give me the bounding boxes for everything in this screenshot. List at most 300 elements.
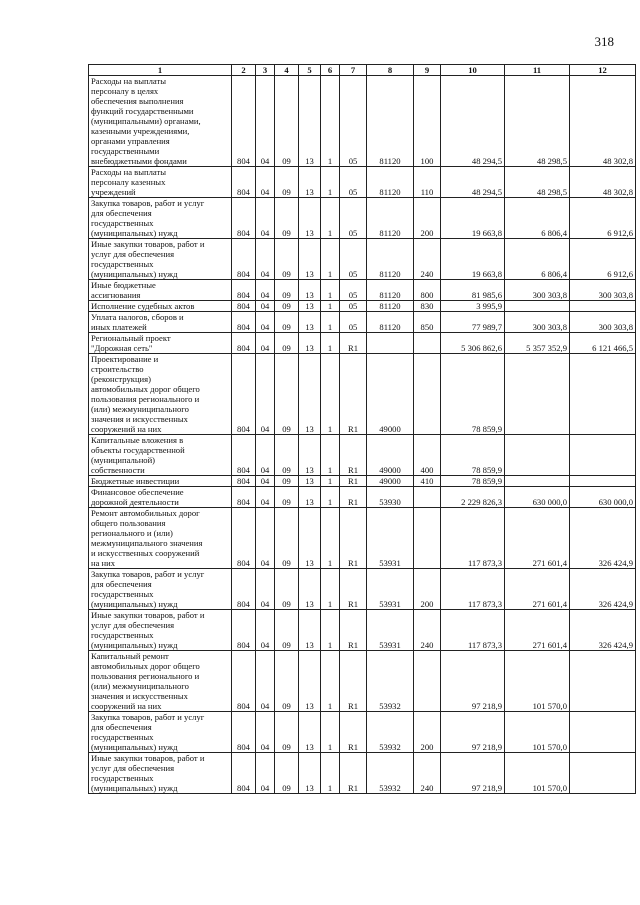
cell-col-8: 81120 (367, 198, 414, 239)
cell-col-10: 19 663,8 (441, 239, 505, 280)
row-name-line: обеспечения выполнения (91, 96, 184, 106)
cell-col-11: 300 303,8 (505, 312, 570, 333)
row-name-line: (муниципальных) нужд (91, 640, 178, 650)
cell-col-3: 04 (256, 610, 275, 651)
row-name-line: (или) межмуниципального (91, 404, 189, 414)
cell-col-6: 1 (321, 333, 340, 354)
cell-col-10: 117 873,3 (441, 569, 505, 610)
table-row (89, 569, 636, 610)
cell-col-8: 49000 (367, 354, 414, 435)
cell-col-9: 400 (414, 435, 441, 476)
cell-col-5: 13 (299, 198, 321, 239)
cell-col-10: 117 873,3 (441, 610, 505, 651)
column-header-1: 1 (89, 65, 232, 76)
cell-col-11: 48 298,5 (505, 167, 570, 198)
row-name (89, 198, 232, 239)
row-name-line: Закупка товаров, работ и услуг (91, 712, 205, 722)
row-name-line: межмуниципального значения (91, 538, 203, 548)
budget-table (88, 64, 636, 794)
row-name (89, 301, 232, 312)
cell-col-7: R1 (340, 651, 367, 712)
cell-col-9: 100 (414, 76, 441, 167)
cell-col-11 (505, 301, 570, 312)
row-name-line: (реконструкция) (91, 374, 151, 384)
cell-col-9 (414, 487, 441, 508)
row-name-line: общего пользования (91, 518, 166, 528)
cell-col-4: 09 (275, 712, 299, 753)
cell-col-4: 09 (275, 487, 299, 508)
cell-col-4: 09 (275, 651, 299, 712)
cell-col-2: 804 (232, 508, 256, 569)
row-name-line: автомобильных дорог общего (91, 661, 200, 671)
cell-col-4: 09 (275, 312, 299, 333)
row-name-line: (муниципальных) нужд (91, 269, 178, 279)
row-name (89, 167, 232, 198)
row-name (89, 487, 232, 508)
cell-col-2: 804 (232, 239, 256, 280)
row-name-line: сооружений на них (91, 424, 162, 434)
cell-col-5: 13 (299, 167, 321, 198)
cell-col-4: 09 (275, 435, 299, 476)
cell-col-12: 630 000,0 (570, 487, 636, 508)
table-row (89, 167, 636, 198)
cell-col-7: R1 (340, 610, 367, 651)
row-name (89, 76, 232, 167)
cell-col-5: 13 (299, 76, 321, 167)
cell-col-5: 13 (299, 569, 321, 610)
row-name-line: учреждений (91, 187, 136, 197)
cell-col-12: 326 424,9 (570, 569, 636, 610)
cell-col-8: 81120 (367, 312, 414, 333)
cell-col-3: 04 (256, 239, 275, 280)
table-row (89, 508, 636, 569)
cell-col-7: 05 (340, 167, 367, 198)
row-name-line: казенными учреждениями, (91, 126, 190, 136)
cell-col-11: 271 601,4 (505, 569, 570, 610)
row-name-line: функций государственными (91, 106, 194, 116)
cell-col-9 (414, 651, 441, 712)
table-row (89, 651, 636, 712)
row-name-line: Иные бюджетные (91, 280, 156, 290)
cell-col-10: 2 229 826,3 (441, 487, 505, 508)
cell-col-7: 05 (340, 280, 367, 301)
cell-col-9 (414, 354, 441, 435)
cell-col-3: 04 (256, 753, 275, 794)
cell-col-8: 49000 (367, 435, 414, 476)
row-name-line: Региональный проект (91, 333, 171, 343)
cell-col-12: 6 912,6 (570, 198, 636, 239)
cell-col-4: 09 (275, 301, 299, 312)
cell-col-6: 1 (321, 280, 340, 301)
cell-col-4: 09 (275, 239, 299, 280)
cell-col-7: 05 (340, 239, 367, 280)
table-row (89, 712, 636, 753)
table-row (89, 239, 636, 280)
cell-col-9 (414, 333, 441, 354)
column-header-9: 9 (414, 65, 441, 76)
table-row (89, 753, 636, 794)
cell-col-5: 13 (299, 301, 321, 312)
cell-col-6: 1 (321, 712, 340, 753)
cell-col-11: 300 303,8 (505, 280, 570, 301)
cell-col-3: 04 (256, 435, 275, 476)
row-name-line: государственных (91, 218, 154, 228)
row-name-line: Бюджетные инвестиции (91, 476, 180, 486)
cell-col-11: 271 601,4 (505, 508, 570, 569)
table-header-row (89, 65, 636, 76)
cell-col-4: 09 (275, 753, 299, 794)
cell-col-8: 53930 (367, 487, 414, 508)
cell-col-2: 804 (232, 167, 256, 198)
cell-col-2: 804 (232, 487, 256, 508)
cell-col-12: 326 424,9 (570, 508, 636, 569)
cell-col-3: 04 (256, 354, 275, 435)
cell-col-6: 1 (321, 354, 340, 435)
row-name-line: значения и искусственных (91, 691, 188, 701)
column-header-7: 7 (340, 65, 367, 76)
cell-col-2: 804 (232, 569, 256, 610)
cell-col-2: 804 (232, 753, 256, 794)
row-name-line: для обеспечения (91, 579, 152, 589)
cell-col-7: R1 (340, 354, 367, 435)
cell-col-8 (367, 333, 414, 354)
cell-col-6: 1 (321, 76, 340, 167)
row-name-line: регионального и (или) (91, 528, 173, 538)
cell-col-11: 5 357 352,9 (505, 333, 570, 354)
cell-col-12: 6 121 466,5 (570, 333, 636, 354)
table-row (89, 435, 636, 476)
cell-col-10: 48 294,5 (441, 76, 505, 167)
row-name-line: (или) межмуниципального (91, 681, 189, 691)
cell-col-9: 200 (414, 569, 441, 610)
cell-col-7: R1 (340, 435, 367, 476)
cell-col-11: 101 570,0 (505, 712, 570, 753)
row-name-line: пользования регионального и (91, 671, 200, 681)
cell-col-11: 101 570,0 (505, 651, 570, 712)
cell-col-8: 81120 (367, 239, 414, 280)
column-header-2: 2 (232, 65, 256, 76)
row-name-line: (муниципальных) нужд (91, 742, 178, 752)
page-number: 318 (594, 34, 614, 49)
cell-col-7: R1 (340, 487, 367, 508)
cell-col-7: R1 (340, 753, 367, 794)
cell-col-8: 53932 (367, 712, 414, 753)
cell-col-5: 13 (299, 610, 321, 651)
row-name-line: объекты государственной (91, 445, 185, 455)
row-name (89, 569, 232, 610)
cell-col-10: 19 663,8 (441, 198, 505, 239)
cell-col-10: 48 294,5 (441, 167, 505, 198)
cell-col-7: 05 (340, 198, 367, 239)
row-name-line: "Дорожная сеть" (91, 343, 153, 353)
row-name-line: Расходы на выплаты (91, 167, 167, 177)
cell-col-7: 05 (340, 301, 367, 312)
table-row (89, 312, 636, 333)
row-name (89, 651, 232, 712)
cell-col-11: 6 806,4 (505, 239, 570, 280)
cell-col-3: 04 (256, 312, 275, 333)
cell-col-8: 53931 (367, 610, 414, 651)
cell-col-7: R1 (340, 476, 367, 487)
table-row (89, 610, 636, 651)
row-name-line: (муниципальных) нужд (91, 783, 178, 793)
row-name (89, 239, 232, 280)
cell-col-6: 1 (321, 435, 340, 476)
row-name-line: услуг для обеспечения (91, 620, 175, 630)
cell-col-9: 240 (414, 753, 441, 794)
cell-col-8: 53932 (367, 753, 414, 794)
row-name-line: автомобильных дорог общего (91, 384, 200, 394)
cell-col-8: 81120 (367, 280, 414, 301)
row-name-line: (муниципальной) (91, 455, 156, 465)
cell-col-3: 04 (256, 333, 275, 354)
row-name (89, 753, 232, 794)
table-row (89, 487, 636, 508)
row-name-line: Иные закупки товаров, работ и (91, 753, 205, 763)
row-name-line: для обеспечения (91, 208, 152, 218)
cell-col-5: 13 (299, 651, 321, 712)
cell-col-9: 110 (414, 167, 441, 198)
cell-col-5: 13 (299, 239, 321, 280)
row-name-line: Иные закупки товаров, работ и (91, 610, 205, 620)
cell-col-5: 13 (299, 712, 321, 753)
row-name-line: Ремонт автомобильных дорог (91, 508, 200, 518)
table-row (89, 280, 636, 301)
cell-col-5: 13 (299, 753, 321, 794)
row-name (89, 435, 232, 476)
row-name-line: услуг для обеспечения (91, 249, 175, 259)
cell-col-10: 3 995,9 (441, 301, 505, 312)
row-name-line: государственных (91, 589, 154, 599)
cell-col-6: 1 (321, 301, 340, 312)
cell-col-4: 09 (275, 280, 299, 301)
cell-col-5: 13 (299, 435, 321, 476)
cell-col-10: 117 873,3 (441, 508, 505, 569)
cell-col-7: 05 (340, 312, 367, 333)
cell-col-12: 6 912,6 (570, 239, 636, 280)
row-name-line: (муниципальных) нужд (91, 228, 178, 238)
table-row (89, 198, 636, 239)
cell-col-4: 09 (275, 167, 299, 198)
cell-col-12 (570, 354, 636, 435)
row-name-line: сооружений на них (91, 701, 162, 711)
row-name-line: для обеспечения (91, 722, 152, 732)
cell-col-2: 804 (232, 712, 256, 753)
row-name-line: (муниципальных) нужд (91, 599, 178, 609)
cell-col-4: 09 (275, 198, 299, 239)
cell-col-3: 04 (256, 569, 275, 610)
cell-col-6: 1 (321, 487, 340, 508)
cell-col-2: 804 (232, 301, 256, 312)
cell-col-8: 53932 (367, 651, 414, 712)
cell-col-3: 04 (256, 76, 275, 167)
row-name (89, 610, 232, 651)
row-name-line: Капитальный ремонт (91, 651, 169, 661)
column-header-4: 4 (275, 65, 299, 76)
cell-col-5: 13 (299, 312, 321, 333)
cell-col-4: 09 (275, 508, 299, 569)
cell-col-12 (570, 301, 636, 312)
row-name-line: органами управления (91, 136, 170, 146)
row-name-line: и искусственных сооружений (91, 548, 200, 558)
table-row (89, 301, 636, 312)
row-name (89, 354, 232, 435)
row-name-line: значения и искусственных (91, 414, 188, 424)
row-name-line: Иные закупки товаров, работ и (91, 239, 205, 249)
cell-col-8: 81120 (367, 301, 414, 312)
cell-col-12 (570, 753, 636, 794)
cell-col-8: 81120 (367, 76, 414, 167)
cell-col-6: 1 (321, 569, 340, 610)
cell-col-3: 04 (256, 476, 275, 487)
row-name (89, 508, 232, 569)
cell-col-12 (570, 712, 636, 753)
row-name-line: Финансовое обеспечение (91, 487, 184, 497)
cell-col-8: 53931 (367, 569, 414, 610)
row-name-line: дорожной деятельности (91, 497, 179, 507)
cell-col-12: 326 424,9 (570, 610, 636, 651)
row-name-line: иных платежей (91, 322, 147, 332)
cell-col-12: 48 302,8 (570, 167, 636, 198)
cell-col-11: 6 806,4 (505, 198, 570, 239)
cell-col-6: 1 (321, 198, 340, 239)
row-name-line: собственности (91, 465, 145, 475)
cell-col-9: 410 (414, 476, 441, 487)
row-name-line: Расходы на выплаты (91, 76, 167, 86)
column-header-10: 10 (441, 65, 505, 76)
cell-col-5: 13 (299, 280, 321, 301)
row-name-line: Исполнение судебных актов (91, 301, 195, 311)
row-name-line: государственных (91, 630, 154, 640)
column-header-12: 12 (570, 65, 636, 76)
cell-col-3: 04 (256, 198, 275, 239)
cell-col-3: 04 (256, 167, 275, 198)
cell-col-4: 09 (275, 333, 299, 354)
cell-col-11: 630 000,0 (505, 487, 570, 508)
cell-col-3: 04 (256, 487, 275, 508)
row-name-line: на них (91, 558, 116, 568)
cell-col-7: R1 (340, 508, 367, 569)
cell-col-9: 850 (414, 312, 441, 333)
cell-col-3: 04 (256, 651, 275, 712)
cell-col-11 (505, 435, 570, 476)
row-name-line: государственными (91, 146, 160, 156)
cell-col-2: 804 (232, 476, 256, 487)
cell-col-2: 804 (232, 198, 256, 239)
cell-col-4: 09 (275, 354, 299, 435)
cell-col-12: 300 303,8 (570, 312, 636, 333)
cell-col-10: 5 306 862,6 (441, 333, 505, 354)
row-name-line: пользования регионального и (91, 394, 200, 404)
cell-col-12: 48 302,8 (570, 76, 636, 167)
column-header-5: 5 (299, 65, 321, 76)
cell-col-9: 240 (414, 239, 441, 280)
cell-col-6: 1 (321, 476, 340, 487)
cell-col-10: 97 218,9 (441, 712, 505, 753)
cell-col-9 (414, 508, 441, 569)
row-name-line: (муниципальными) органами, (91, 116, 201, 126)
cell-col-9: 830 (414, 301, 441, 312)
row-name-line: строительство (91, 364, 144, 374)
cell-col-6: 1 (321, 651, 340, 712)
cell-col-9: 200 (414, 712, 441, 753)
cell-col-3: 04 (256, 301, 275, 312)
row-name-line: Проектирование и (91, 354, 159, 364)
cell-col-12 (570, 435, 636, 476)
row-name (89, 280, 232, 301)
cell-col-2: 804 (232, 76, 256, 167)
cell-col-3: 04 (256, 280, 275, 301)
row-name (89, 712, 232, 753)
cell-col-12 (570, 651, 636, 712)
column-header-3: 3 (256, 65, 275, 76)
cell-col-7: R1 (340, 333, 367, 354)
cell-col-11: 271 601,4 (505, 610, 570, 651)
cell-col-10: 78 859,9 (441, 354, 505, 435)
cell-col-2: 804 (232, 610, 256, 651)
cell-col-2: 804 (232, 435, 256, 476)
cell-col-3: 04 (256, 508, 275, 569)
table-row (89, 76, 636, 167)
cell-col-7: R1 (340, 569, 367, 610)
cell-col-5: 13 (299, 354, 321, 435)
row-name-line: персоналу казенных (91, 177, 166, 187)
column-header-11: 11 (505, 65, 570, 76)
cell-col-9: 200 (414, 198, 441, 239)
row-name (89, 312, 232, 333)
cell-col-12: 300 303,8 (570, 280, 636, 301)
table-row (89, 476, 636, 487)
table-body (89, 76, 636, 794)
cell-col-2: 804 (232, 312, 256, 333)
cell-col-6: 1 (321, 239, 340, 280)
cell-col-10: 97 218,9 (441, 651, 505, 712)
row-name-line: внебюджетными фондами (91, 156, 187, 166)
cell-col-10: 78 859,9 (441, 435, 505, 476)
cell-col-6: 1 (321, 753, 340, 794)
cell-col-11: 48 298,5 (505, 76, 570, 167)
row-name-line: персоналу в целях (91, 86, 159, 96)
row-name-line: государственных (91, 259, 154, 269)
cell-col-6: 1 (321, 610, 340, 651)
row-name-line: Закупка товаров, работ и услуг (91, 198, 205, 208)
cell-col-4: 09 (275, 76, 299, 167)
cell-col-10: 81 985,6 (441, 280, 505, 301)
column-header-6: 6 (321, 65, 340, 76)
row-name-line: Закупка товаров, работ и услуг (91, 569, 205, 579)
cell-col-11 (505, 354, 570, 435)
row-name-line: услуг для обеспечения (91, 763, 175, 773)
cell-col-4: 09 (275, 610, 299, 651)
cell-col-6: 1 (321, 508, 340, 569)
cell-col-6: 1 (321, 312, 340, 333)
cell-col-8: 49000 (367, 476, 414, 487)
row-name-line: государственных (91, 773, 154, 783)
cell-col-8: 81120 (367, 167, 414, 198)
cell-col-6: 1 (321, 167, 340, 198)
cell-col-8: 53931 (367, 508, 414, 569)
cell-col-2: 804 (232, 651, 256, 712)
cell-col-12 (570, 476, 636, 487)
row-name-line: ассигнования (91, 290, 141, 300)
cell-col-9: 800 (414, 280, 441, 301)
cell-col-9: 240 (414, 610, 441, 651)
cell-col-11 (505, 476, 570, 487)
cell-col-5: 13 (299, 476, 321, 487)
cell-col-11: 101 570,0 (505, 753, 570, 794)
row-name-line: Уплата налогов, сборов и (91, 312, 184, 322)
row-name (89, 333, 232, 354)
